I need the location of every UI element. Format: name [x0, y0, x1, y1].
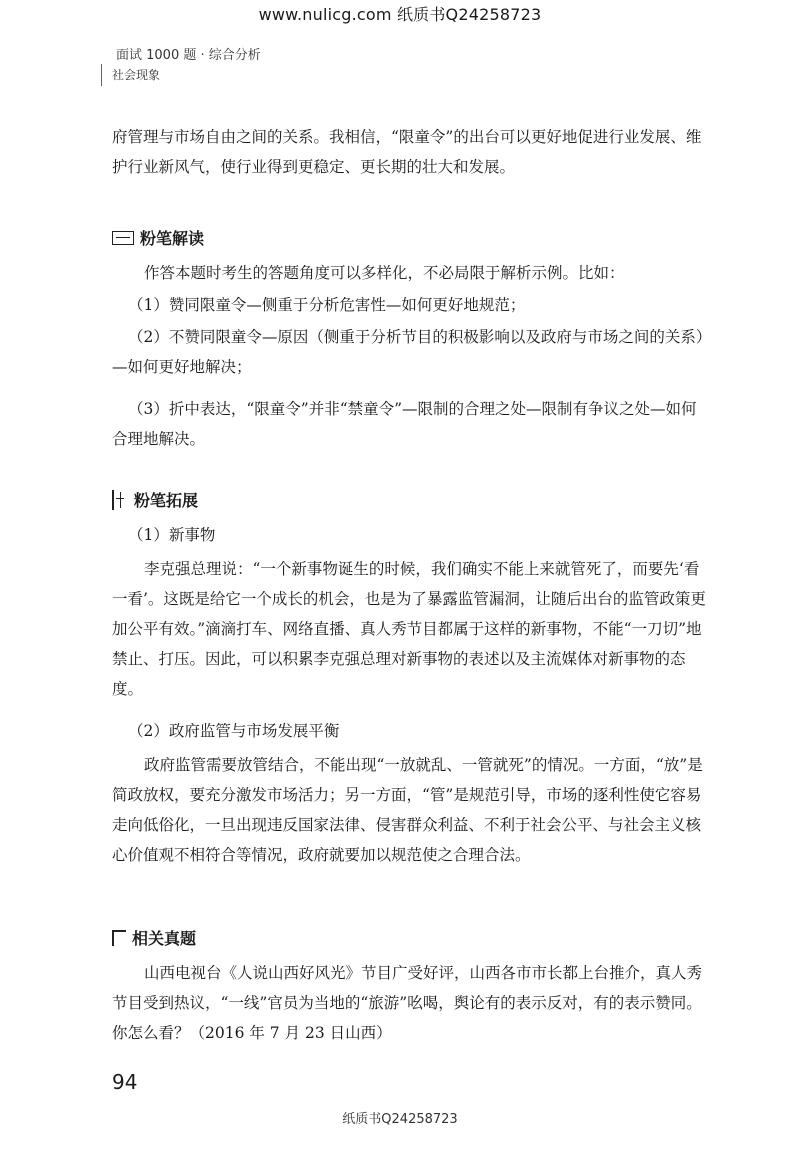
expand-para1: 李克强总理说：“一个新事物诞生的时候，我们确实不能上来就管死了，而要先‘看一看’。这既是给它一个成长的机会，也是为了暴露监管漏洞，让随后出台的监管政策更加公平有效。”滴滴打车、网络直播、真人秀节目都属于这样的新事物，不能“一刀切”地禁止、打压。因此，可以积累李克强总理对新事物的表述以及主流媒体对新事物的态度。	[112, 560, 706, 698]
expand-sub2: （2）政府监管与市场发展平衡	[128, 722, 340, 740]
reading-line-2: （1）赞同限童令—侧重于分析危害性—如何更好地规范；	[128, 296, 526, 314]
chapter-title: 社会现象	[112, 68, 161, 82]
reading-heading-label: 粉笔解读	[140, 229, 205, 248]
bottom-watermark: 纸质书Q24258723	[342, 1112, 458, 1127]
header-divider	[101, 64, 102, 86]
expand-heading-label: 粉笔拓展	[134, 491, 199, 510]
book-title: 面试 1000 题 · 综合分析	[116, 48, 261, 63]
reading-heading	[112, 226, 204, 249]
related-heading-label: 相关真题	[132, 929, 197, 948]
expand-para2: 政府监管需要放管结合，不能出现“一放就乱、一管就死”的情况。一方面，“放”是简政放权，要充分激发市场活力；另一方面，“管”是规范引导，市场的逐利性使它容易走向低俗化，一旦出现违反国家法律、侵害群众利益、不利于社会公平、与社会主义核心价值观不相符合等情况，政府就要加以规范使之合理合法。	[112, 756, 703, 864]
expand-icon	[112, 490, 128, 510]
related-paragraph: 山西电视台《人说山西好风光》节目广受好评，山西各市市长都上台推介，真人秀节目受到热议，“一线”官员为当地的“旅游”吆喝，舆论有的表示反对，有的表示赞同。你怎么看？（2016 年 7 月 23 日山西）	[112, 964, 703, 1042]
page-number: 94	[112, 1070, 138, 1094]
top-watermark: www.nulicg.com 纸质书Q24258723	[258, 5, 542, 24]
intro-paragraph: 府管理与市场自由之间的关系。我相信，“限童令”的出台可以更好地促进行业发展、维护行业新风气，使行业得到更稳定、更长期的壮大和发展。	[112, 128, 702, 176]
related-heading	[112, 926, 196, 949]
pen-icon	[112, 231, 134, 245]
expand-sub1: （1）新事物	[128, 526, 216, 544]
reading-line-3: （2）不赞同限童令—原因（侧重于分析节目的积极影响以及政府与市场之间的关系）—如何更好地解决；	[112, 328, 712, 376]
reading-line-1: 作答本题时考生的答题角度可以多样化，不必局限于解析示例。比如：	[144, 264, 625, 282]
expand-heading	[112, 488, 198, 511]
related-icon	[112, 930, 126, 946]
reading-line-4: （3）折中表达，“限童令”并非“禁童令”—限制的合理之处—限制有争议之处—如何合理地解决。	[112, 400, 697, 448]
